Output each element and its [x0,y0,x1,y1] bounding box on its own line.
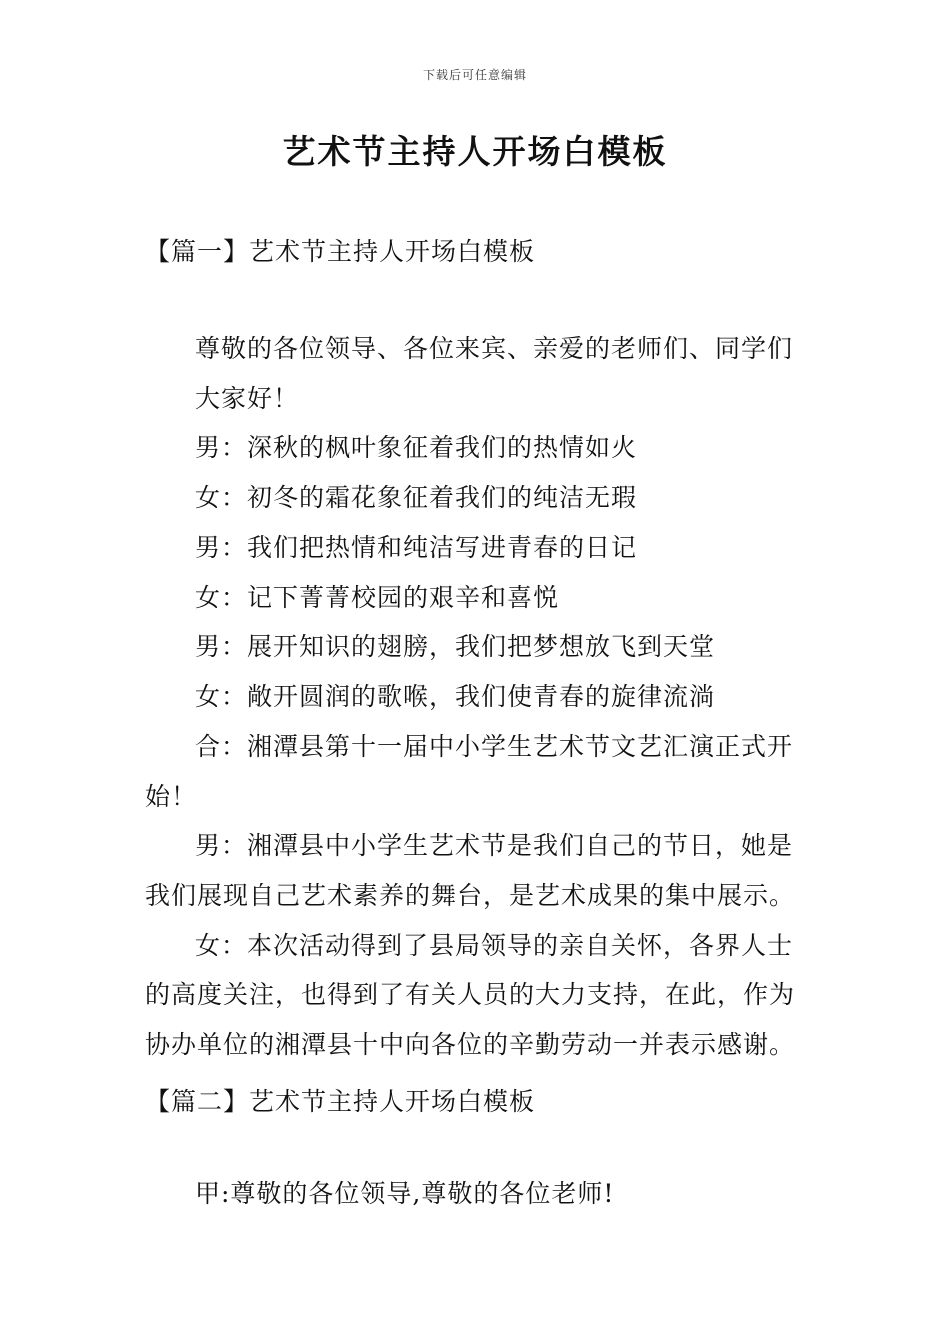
paragraph-line: 尊敬的各位领导、各位来宾、亲爱的老师们、同学们 [195,334,794,363]
paragraph-line: 女：初冬的霜花象征着我们的纯洁无瑕 [195,483,638,512]
section-heading-2: 【篇二】艺术节主持人开场白模板 [145,1087,536,1116]
paragraph-line: 女：记下菁菁校园的艰辛和喜悦 [195,583,560,612]
header-note: 下载后可任意编辑 [422,68,527,82]
paragraph-line: 男：我们把热情和纯洁写进青春的日记 [195,533,638,562]
paragraph-line: 始！ [145,782,198,811]
paragraph-line: 我们展现自己艺术素养的舞台，是艺术成果的集中展示。 [145,881,796,910]
paragraph-line: 甲:尊敬的各位领导,尊敬的各位老师! [195,1179,615,1208]
paragraph-line: 男：展开知识的翅膀，我们把梦想放飞到天堂 [195,632,716,661]
paragraph-line: 合：湘潭县第十一届中小学生艺术节文艺汇演正式开 [195,732,794,761]
paragraph-line: 女：本次活动得到了县局领导的亲自关怀，各界人士 [195,931,794,960]
section-heading-1: 【篇一】艺术节主持人开场白模板 [145,237,536,266]
paragraph-line: 男：湘潭县中小学生艺术节是我们自己的节日，她是 [195,831,794,860]
paragraph-line: 男：深秋的枫叶象征着我们的热情如火 [195,433,638,462]
paragraph-line: 大家好！ [195,384,300,413]
paragraph-line: 的高度关注，也得到了有关人员的大力支持，在此，作为 [145,980,796,1009]
document-title: 艺术节主持人开场白模板 [282,132,668,171]
paragraph-line: 女：敞开圆润的歌喉，我们使青春的旋律流淌 [195,682,716,711]
paragraph-line: 协办单位的湘潭县十中向各位的辛勤劳动一并表示感谢。 [145,1030,796,1059]
